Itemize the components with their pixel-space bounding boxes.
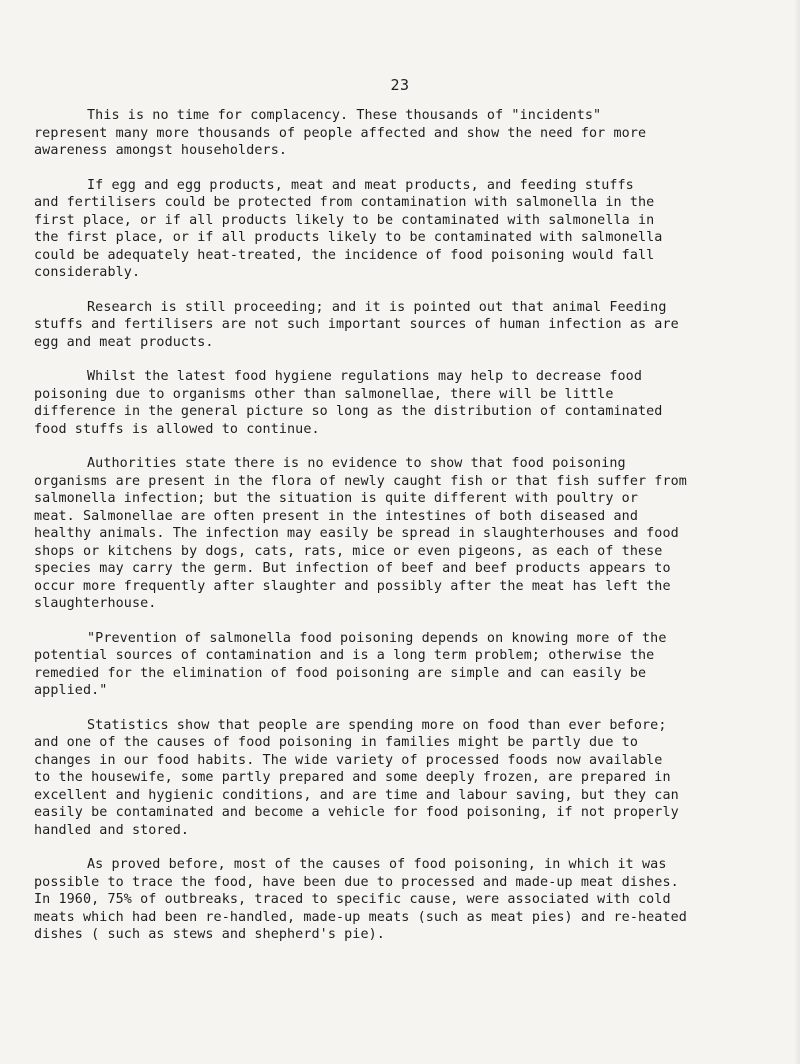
text-line: poisoning due to organisms other than salmonellae, there will be little: [34, 386, 614, 402]
text-line: awareness amongst householders.: [34, 143, 288, 158]
text-line: Whilst the latest food hygiene regulations may help to decrease food: [87, 369, 643, 384]
text-line: possible to trace the food, have been due to processed and made-up meat dishes.: [34, 874, 679, 890]
text-line: If egg and egg products, meat and meat products, and feeding stuffs: [87, 177, 634, 193]
text-line: As proved before, most of the causes of food poisoning, in which it was: [87, 857, 667, 872]
paragraph: [34, 455, 784, 613]
text-line: species may carry the germ. But infection of beef and beef products appears to: [34, 561, 671, 576]
text-line: and fertilisers could be protected from contamination with salmonella in the: [34, 195, 655, 210]
text-line: difference in the general picture so long as the distribution of contaminated: [34, 404, 663, 419]
paragraph: [34, 717, 784, 840]
text-line: represent many more thousands of people affected and show the need for more: [34, 125, 647, 141]
page-number: 23: [390, 76, 410, 94]
text-line: healthy animals. The infection may easily be spread in slaughterhouses and food: [34, 526, 679, 541]
text-line: Statistics show that people are spending more on food than ever before;: [87, 717, 667, 733]
text-line: organisms are present in the flora of newly caught fish or that fish suffer from: [34, 473, 687, 489]
paragraph: [34, 107, 784, 160]
text-line: salmonella infection; but the situation is quite different with poultry or: [34, 491, 638, 506]
text-line: "Prevention of salmonella food poisoning depends on knowing more of the: [87, 630, 667, 646]
text-line: Authorities state there is no evidence to show that food poisoning: [87, 456, 626, 471]
text-line: This is no time for complacency. These thousands of "incidents": [87, 108, 602, 123]
text-line: first place, or if all products likely to be contaminated with salmonella in: [34, 212, 655, 228]
text-line: stuffs and fertilisers are not such important sources of human infection as are: [34, 317, 679, 332]
text-line: food stuffs is allowed to continue.: [34, 421, 320, 437]
text-line: applied.": [34, 683, 108, 698]
text-line: could be adequately heat-treated, the incidence of food poisoning would fall: [34, 247, 655, 263]
text-line: and one of the causes of food poisoning in families might be partly due to: [34, 735, 638, 750]
text-line: In 1960, 75% of outbreaks, traced to specific cause, were associated with cold: [34, 892, 671, 907]
text-line: meat. Salmonellae are often present in the intestines of both diseased and: [34, 508, 638, 524]
text-line: excellent and hygienic conditions, and are time and labour saving, but they can: [34, 787, 679, 803]
text-line: to the housewife, some partly prepared and some deeply frozen, are prepared in: [34, 770, 671, 785]
paragraph: [34, 177, 784, 282]
text-line: considerably.: [34, 265, 141, 280]
text-line: occur more frequently after slaughter and possibly after the meat has left the: [34, 578, 671, 594]
text-line: potential sources of contamination and is a long term problem; otherwise the: [34, 648, 655, 663]
paragraph: [34, 630, 784, 700]
paragraph: [34, 299, 784, 352]
text-line: remedied for the elimination of food poisoning are simple and can easily be: [34, 665, 647, 681]
text-line: meats which had been re-handled, made-up meats (such as meat pies) and re-heated: [34, 909, 687, 925]
page-edge-shadow: [794, 0, 800, 1064]
paragraph: [34, 856, 784, 944]
text-line: dishes ( such as stews and shepherd's pie).: [34, 927, 385, 942]
body-text: [34, 107, 784, 961]
text-line: the first place, or if all products likely to be contaminated with salmonella: [34, 230, 663, 245]
paragraph: [34, 368, 784, 438]
text-line: shops or kitchens by dogs, cats, rats, mice or even pigeons, as each of these: [34, 543, 663, 559]
text-line: slaughterhouse.: [34, 596, 157, 611]
text-line: egg and meat products.: [34, 334, 214, 350]
text-line: easily be contaminated and become a vehicle for food poisoning, if not properly: [34, 805, 679, 820]
text-line: Research is still proceeding; and it is pointed out that animal Feeding: [87, 299, 667, 315]
text-line: changes in our food habits. The wide variety of processed foods now available: [34, 752, 663, 768]
text-line: handled and stored.: [34, 822, 190, 838]
